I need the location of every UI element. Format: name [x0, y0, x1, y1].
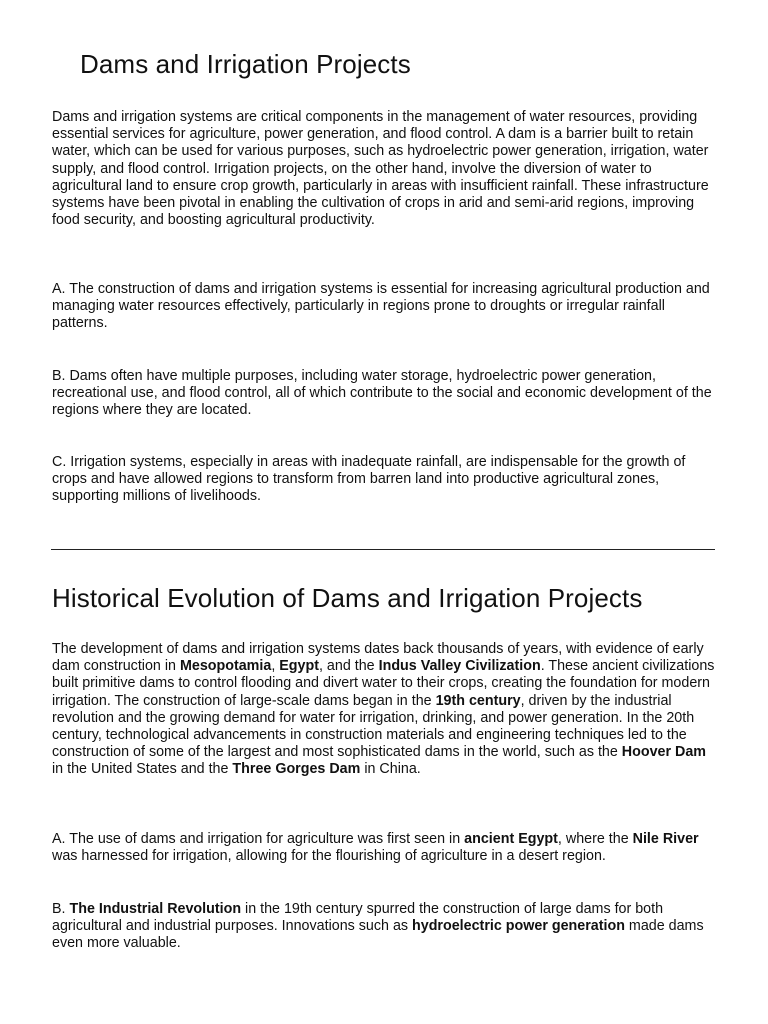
text-span: made dams even more valuable.: [52, 918, 704, 952]
bold-term-19th-century: 19th century: [435, 692, 521, 709]
text-span: , where the: [557, 831, 633, 847]
text-span: , and the: [318, 658, 379, 675]
intro-paragraph: Dams and irrigation systems are critical components in the management of water resources, providing essential services for agriculture, power generation, and flood control. A dam is a barrier built to retain water, which can be used for various purposes, such as hydroelectric power generation, irrigation, water supply, and flood control. Irrigation projects, on the other hand, involve the diversion of water to agricultural land to ensure crop growth, particularly in areas with insufficient rainfall. These infrastructure systems have been pivotal in enabling the cultivation of crops in arid and semi-arid regions, improving food security, and boosting agricultural productivity.: [52, 109, 709, 229]
text-span: A. The use of dams and irrigation for agriculture was first seen in: [52, 831, 465, 847]
text-span: The development of dams and irrigation systems dates back thousands of years, with evidence of early dam construction in: [52, 641, 704, 675]
text-span: ,: [271, 658, 280, 675]
text-span: B.: [52, 901, 70, 917]
bold-term-ancient-egypt: ancient Egypt: [464, 831, 558, 847]
bold-term-mesopotamia: Mesopotamia: [179, 658, 272, 675]
history-intro-paragraph: [52, 641, 717, 779]
bold-term-industrial-revolution: The Industrial Revolution: [69, 901, 242, 917]
bold-term-hydroelectric-power: hydroelectric power generation: [412, 918, 625, 935]
bold-term-nile-river: Nile River: [632, 831, 699, 847]
bold-term-indus-valley: Indus Valley Civilization: [378, 658, 541, 675]
section-title-dams-irrigation: Dams and Irrigation Projects: [80, 49, 411, 79]
text-span: . These ancient civilizations built primitive dams to control flooding and divert water to their crops, creating the foundation for modern irrigation. The construction of large-scale dams began in the: [52, 658, 715, 709]
history-point-a-paragraph: [52, 831, 717, 865]
bold-term-hoover-dam: Hoover Dam: [621, 744, 707, 761]
bold-term-three-gorges-dam: Three Gorges Dam: [232, 761, 361, 778]
section-title-historical-evolution: Historical Evolution of Dams and Irrigation Projects: [52, 583, 643, 613]
section-divider: [51, 549, 715, 550]
text-span: in the 19th century spurred the construction of large dams for both agricultural and industrial purposes. Innovations such as: [52, 901, 664, 935]
text-span: in China.: [360, 761, 421, 778]
point-c-paragraph: C. Irrigation systems, especially in areas with inadequate rainfall, are indispensable for the growth of crops and have allowed regions to transform from barren land into productive agricultural zones, supporting millions of livelihoods.: [52, 454, 686, 505]
point-a-paragraph: A. The construction of dams and irrigation systems is essential for increasing agricultural production and managing water resources effectively, particularly in regions prone to droughts or irregular rainfall patterns.: [52, 281, 710, 332]
bold-term-egypt: Egypt: [279, 658, 319, 675]
point-b-paragraph: B. Dams often have multiple purposes, including water storage, hydroelectric power generation, recreational use, and flood control, all of which contribute to the social and economic development of the regions where they are located.: [52, 368, 712, 419]
text-span: was harnessed for irrigation, allowing for the flourishing of agriculture in a desert region.: [52, 848, 606, 865]
text-span: in the United States and the: [52, 761, 233, 778]
text-span: , driven by the industrial revolution and the growing demand for water for irrigation, drinking, and power generation. In the 20th century, technological advancements in construction materials and engineering techniques led to the construction of some of the largest and most sophisticated dams in the world, such as the: [52, 692, 695, 761]
history-point-b-paragraph: [52, 901, 717, 953]
